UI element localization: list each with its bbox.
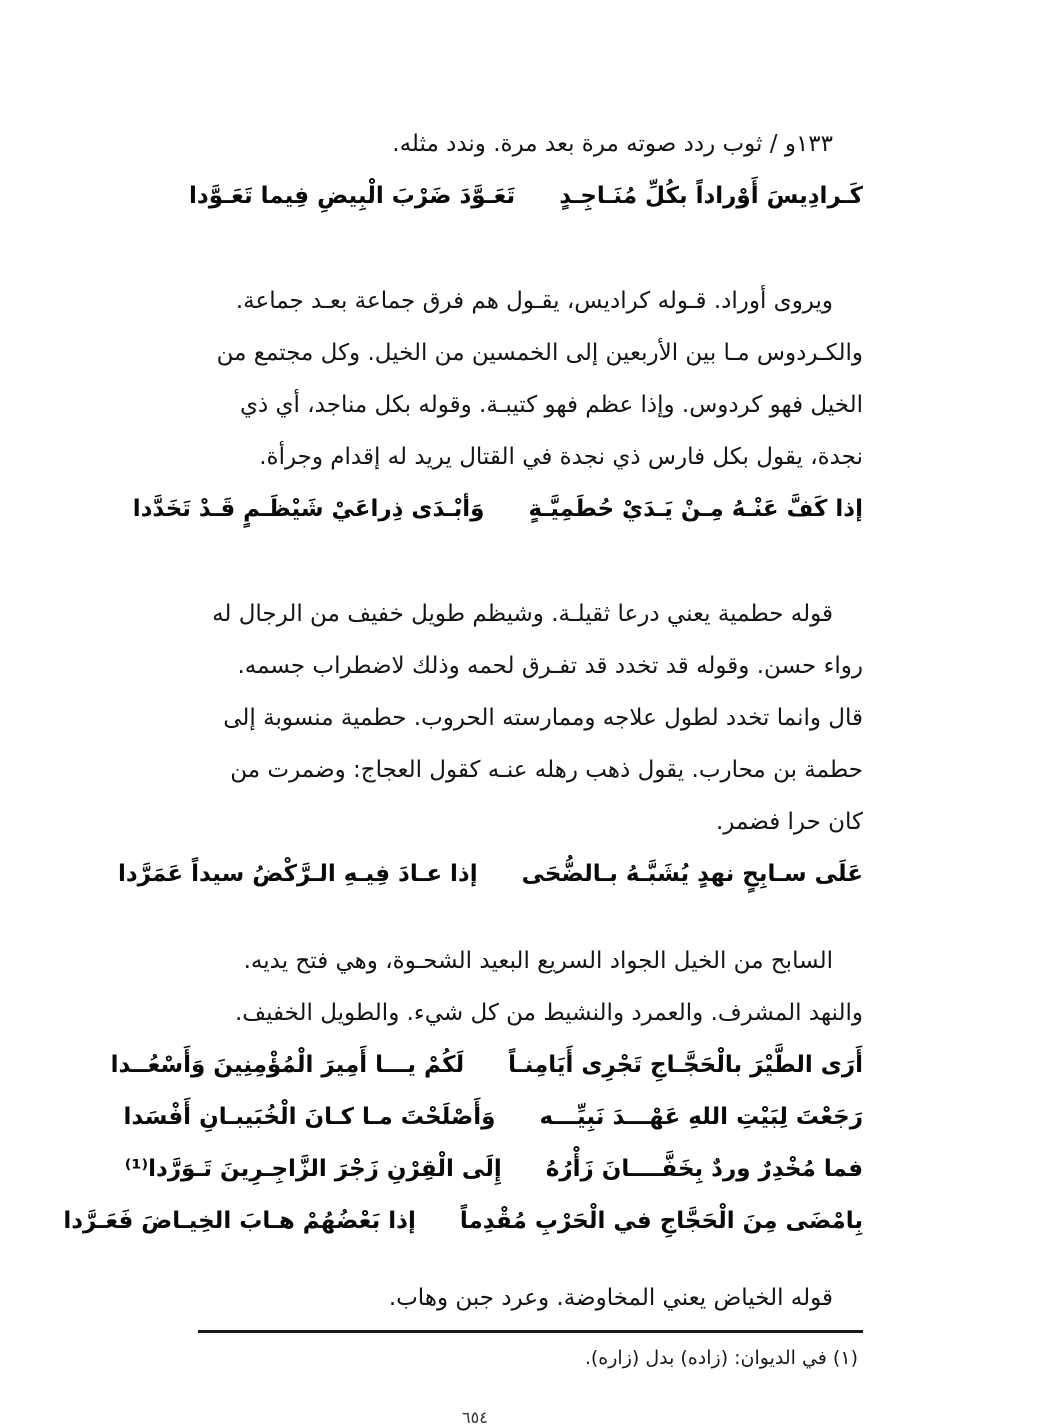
verse-line (110, 1039, 863, 1091)
verse-second-hemistich: وَأَصْلَحْتَ مـا كـانَ الْخُبَيبـانِ أَفْسَدا (123, 1104, 496, 1130)
verse-first-hemistich: بِامْضَى مِنَ الْحَجَّاجِ في الْحَرْبِ مُقْدِماً (459, 1208, 863, 1234)
verse-line (63, 1195, 863, 1247)
prose-line: والنهد المشرف. والعمرد والنشيط من كل شيء. والطويل الخفيف. (234, 1000, 863, 1026)
prose-line: الخيل فهو كردوس. وإذا عظم فهو كتيبـة. وقوله بكل مناجد، أي ذي (240, 392, 863, 418)
prose-line: نجدة، يقول بكل فارس ذي نجدة في القتال يريد له إقدام وجرأة. (259, 444, 863, 470)
text-block-2 (132, 275, 863, 535)
prose-line: قوله الخياض يعني المخاوضة. وعرد جبن وهاب. (388, 1285, 833, 1311)
footnote: (١) في الديوان: (زاده) بدل (زاره). (584, 1347, 858, 1369)
verse-first-hemistich: رَجَعْتَ لِبَيْتِ اللهِ عَهْـــدَ نَبِيِّـــه (539, 1104, 863, 1130)
text-block-1 (183, 118, 863, 222)
verse-first-hemistich: فما مُخْدِرٌ وردٌ بِخَفَّــــانَ زَأْرُهُ (545, 1156, 863, 1182)
verse-line (117, 848, 863, 900)
verse-second-hemistich: لَكُمْ يـــا أَمِيرَ الْمُؤْمِنِينَ وَأَسْعُــدا (110, 1052, 465, 1078)
verse-second-hemistich: وَأبْـدَى ذِراعَيْ شَيْظَـمٍ قَـدْ تَخَدَّدا (132, 496, 485, 522)
prose-line: كان حرا فضمر. (715, 809, 863, 835)
prose-line: قال وانما تخدد لطول علاجه وممارسته الحروب. حطمية منسوبة إلى (223, 705, 863, 731)
prose-line: والكـردوس مـا بين الأربعين إلى الخمسين من الخيل. وكل مجتمع من (216, 340, 863, 366)
prose-line: رواء حسن. وقوله قد تخدد قد تفـرق لحمه وذلك لاضطراب جسمه. (237, 653, 863, 679)
prose-line: ١٣٣و / ثوب ردد صوته مرة بعد مرة. وندد مثله. (392, 131, 833, 157)
verse-first-hemistich: كَـرادِيسَ أَوْراداً بكُلِّ مُنَـاجِـدٍ (559, 183, 863, 209)
text-block-5 (183, 1272, 863, 1324)
prose-line: قوله حطمية يعني درعا ثقيلـة. وشيظم طويل خفيف من الرجال له (212, 601, 833, 627)
text-block-4 (63, 935, 863, 1247)
verse-line (132, 483, 863, 535)
verse-line (124, 1143, 863, 1195)
verse-first-hemistich: أَرَى الطَّيْرَ بالْحَجَّـاجِ تَجْرِى أَيَامِنـاً (508, 1052, 863, 1078)
verse-first-hemistich: إذا كَفَّ عَنْـهُ مِـنْ يَـدَيْ حُطَمِيَّـةٍ (528, 496, 863, 522)
verse-second-hemistich: إِلَى الْقِرْنِ زَجْرَ الزَّاجِـرِينَ تَـوَرَّدا⁽¹⁾ (124, 1156, 502, 1182)
verse-second-hemistich: إذا عـادَ فِيـهِ الـرَّكْضُ سيداً عَمَرَّدا (117, 861, 478, 887)
footnote-divider (198, 1330, 863, 1333)
text-block-3 (117, 588, 863, 900)
page-number: ٦٥٤ (462, 1408, 488, 1427)
prose-line: السابح من الخيل الجواد السريع البعيد الشحـوة، وهي فتح يديه. (243, 948, 833, 974)
verse-second-hemistich: إذا بَعْضُهُمْ هـابَ الخِيـاضَ فَعَـرَّدا (63, 1208, 416, 1234)
verse-line (183, 170, 863, 222)
prose-line: حطمة بن محارب. يقول ذهب رهله عنـه كقول العجاج: وضمرت من (230, 757, 863, 783)
prose-line: ويروى أوراد. قـوله كراديس، يقـول هم فرق جماعة بعـد جماعة. (235, 288, 833, 314)
verse-first-hemistich: عَلَى سـابِحٍ نهدٍ يُشَبَّـهُ بـالضُّحَى (521, 861, 863, 887)
verse-second-hemistich: تَعَـوَّدَ ضَرْبَ الْبِيضِ فِيما تَعَـوَّدا (189, 183, 516, 209)
verse-line (123, 1091, 863, 1143)
